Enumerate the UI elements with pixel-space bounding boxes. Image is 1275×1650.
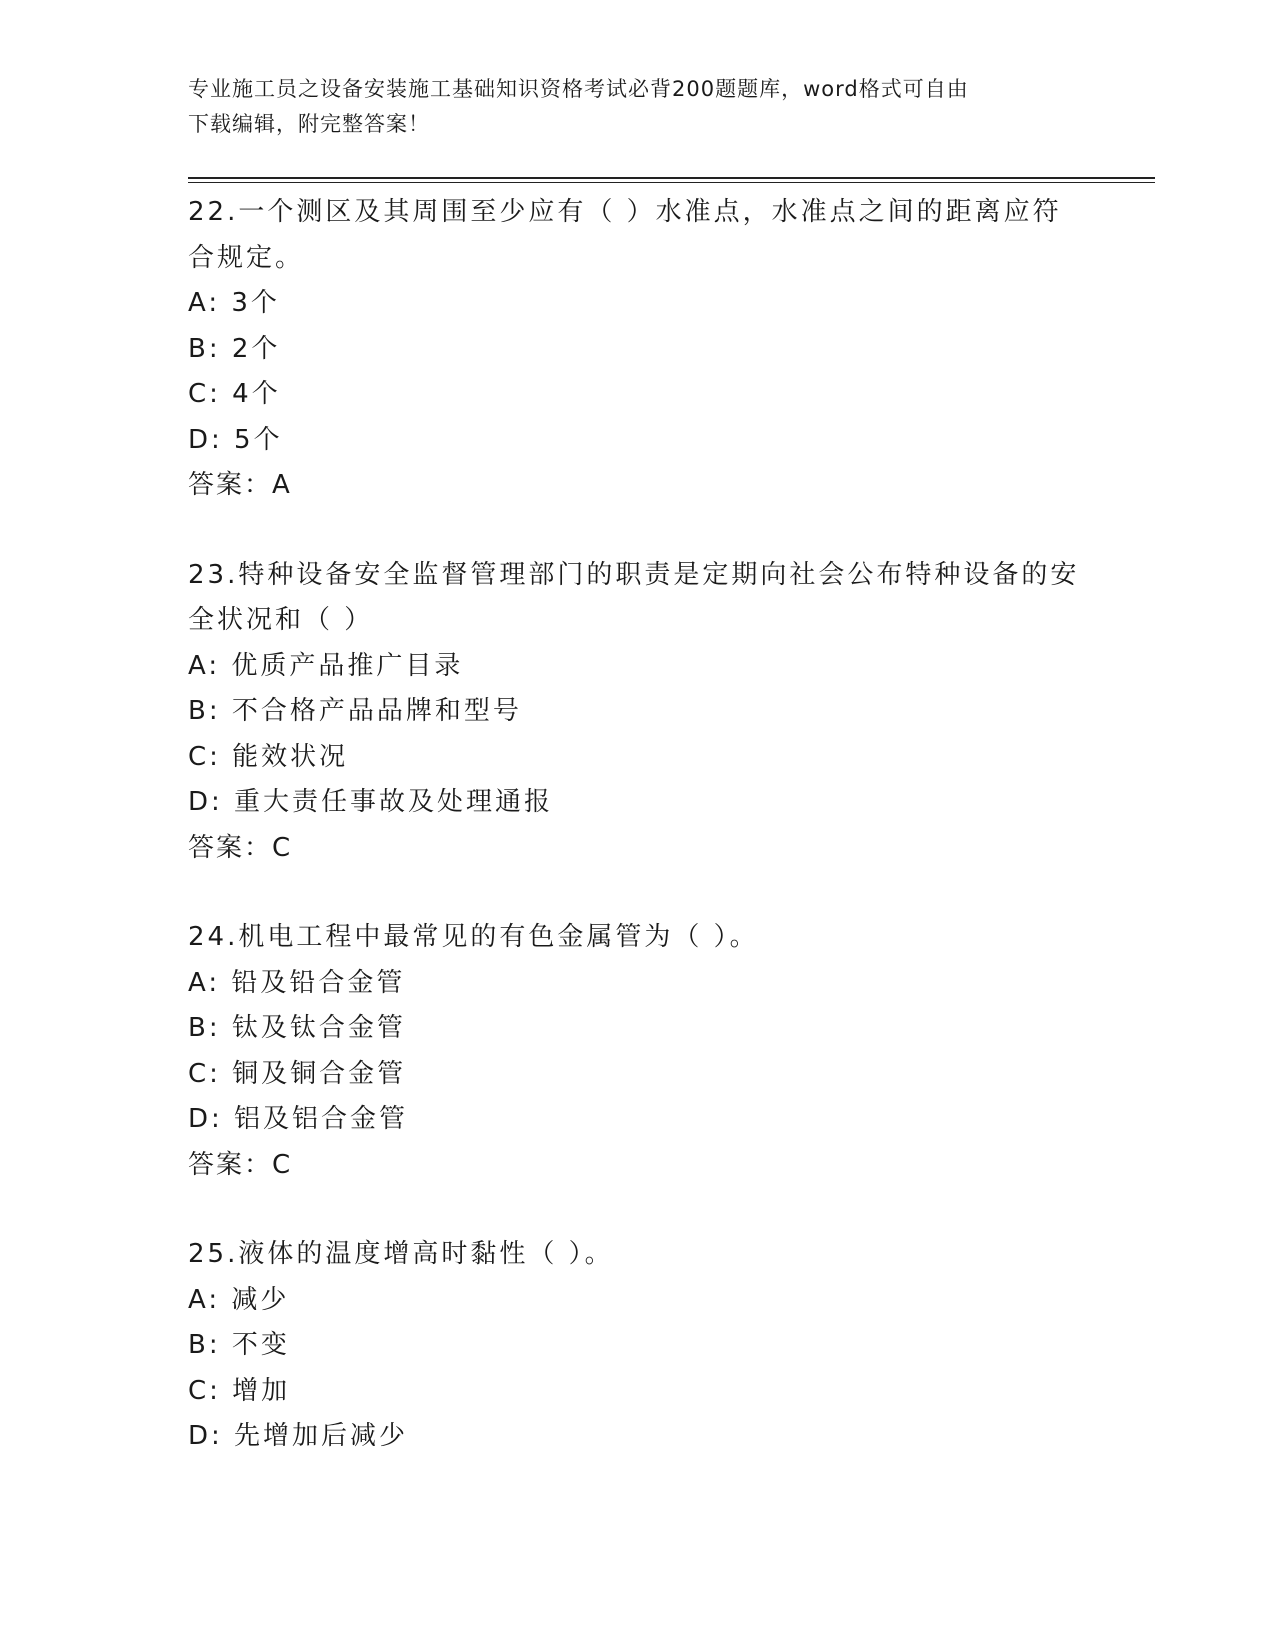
header-divider-thin [188,182,1155,183]
option-d: D: 重大责任事故及处理通报 [188,787,554,817]
option-b: B: 不合格产品品牌和型号 [188,696,522,726]
option-a: A: 3个 [188,288,280,318]
header-divider-thick [188,177,1155,179]
option-d: D: 先增加后减少 [188,1421,409,1451]
question-stem-continued: 全状况和（ ） [188,605,374,635]
question-stem: 23.特种设备安全监督管理部门的职责是定期向社会公布特种设备的安 [188,559,1080,590]
option-c: C: 铜及铜合金管 [188,1058,407,1089]
answer-label: 答案： [188,832,273,863]
answer [188,463,1088,509]
question-stem: 25.液体的温度增高时黏性（ ）。 [188,1239,614,1269]
option-b: B: 2个 [188,333,281,364]
document-header [188,72,1068,142]
answer [188,826,1088,872]
option-a: A: 减少 [188,1284,290,1315]
option-c: C: 增加 [188,1375,291,1406]
question-22 [188,190,1088,509]
answer-value: C [272,1149,291,1180]
answer-value: A [272,470,290,500]
question-24 [188,915,1088,1188]
answer-label: 答案： [188,470,273,500]
option-b: B: 不变 [188,1330,290,1360]
question-stem: 24.机电工程中最常见的有色金属管为（ ）。 [188,922,759,952]
question-stem: 22.一个测区及其周围至少应有（ ）水准点，水准点之间的距离应符 [188,197,1062,227]
option-a: A: 铅及铅合金管 [188,967,406,998]
question-list [188,190,1088,1504]
option-d: D: 铝及铝合金管 [188,1104,409,1134]
answer-value: C [272,832,291,863]
answer [188,1143,1088,1189]
question-stem-continued: 合规定。 [188,242,305,273]
option-c: C: 能效状况 [188,741,349,772]
option-b: B: 钛及钛合金管 [188,1013,406,1043]
option-d: D: 5个 [188,424,283,455]
header-title-line-2: 下载编辑，附完整答案！ [188,112,430,136]
answer-label: 答案： [188,1149,273,1180]
header-title-line-1: 专业施工员之设备安装施工基础知识资格考试必背200题题库，word格式可自由 [188,77,969,101]
question-23 [188,553,1088,872]
option-a: A: 优质产品推广目录 [188,650,464,681]
option-c: C: 4个 [188,379,281,409]
question-25 [188,1232,1088,1460]
